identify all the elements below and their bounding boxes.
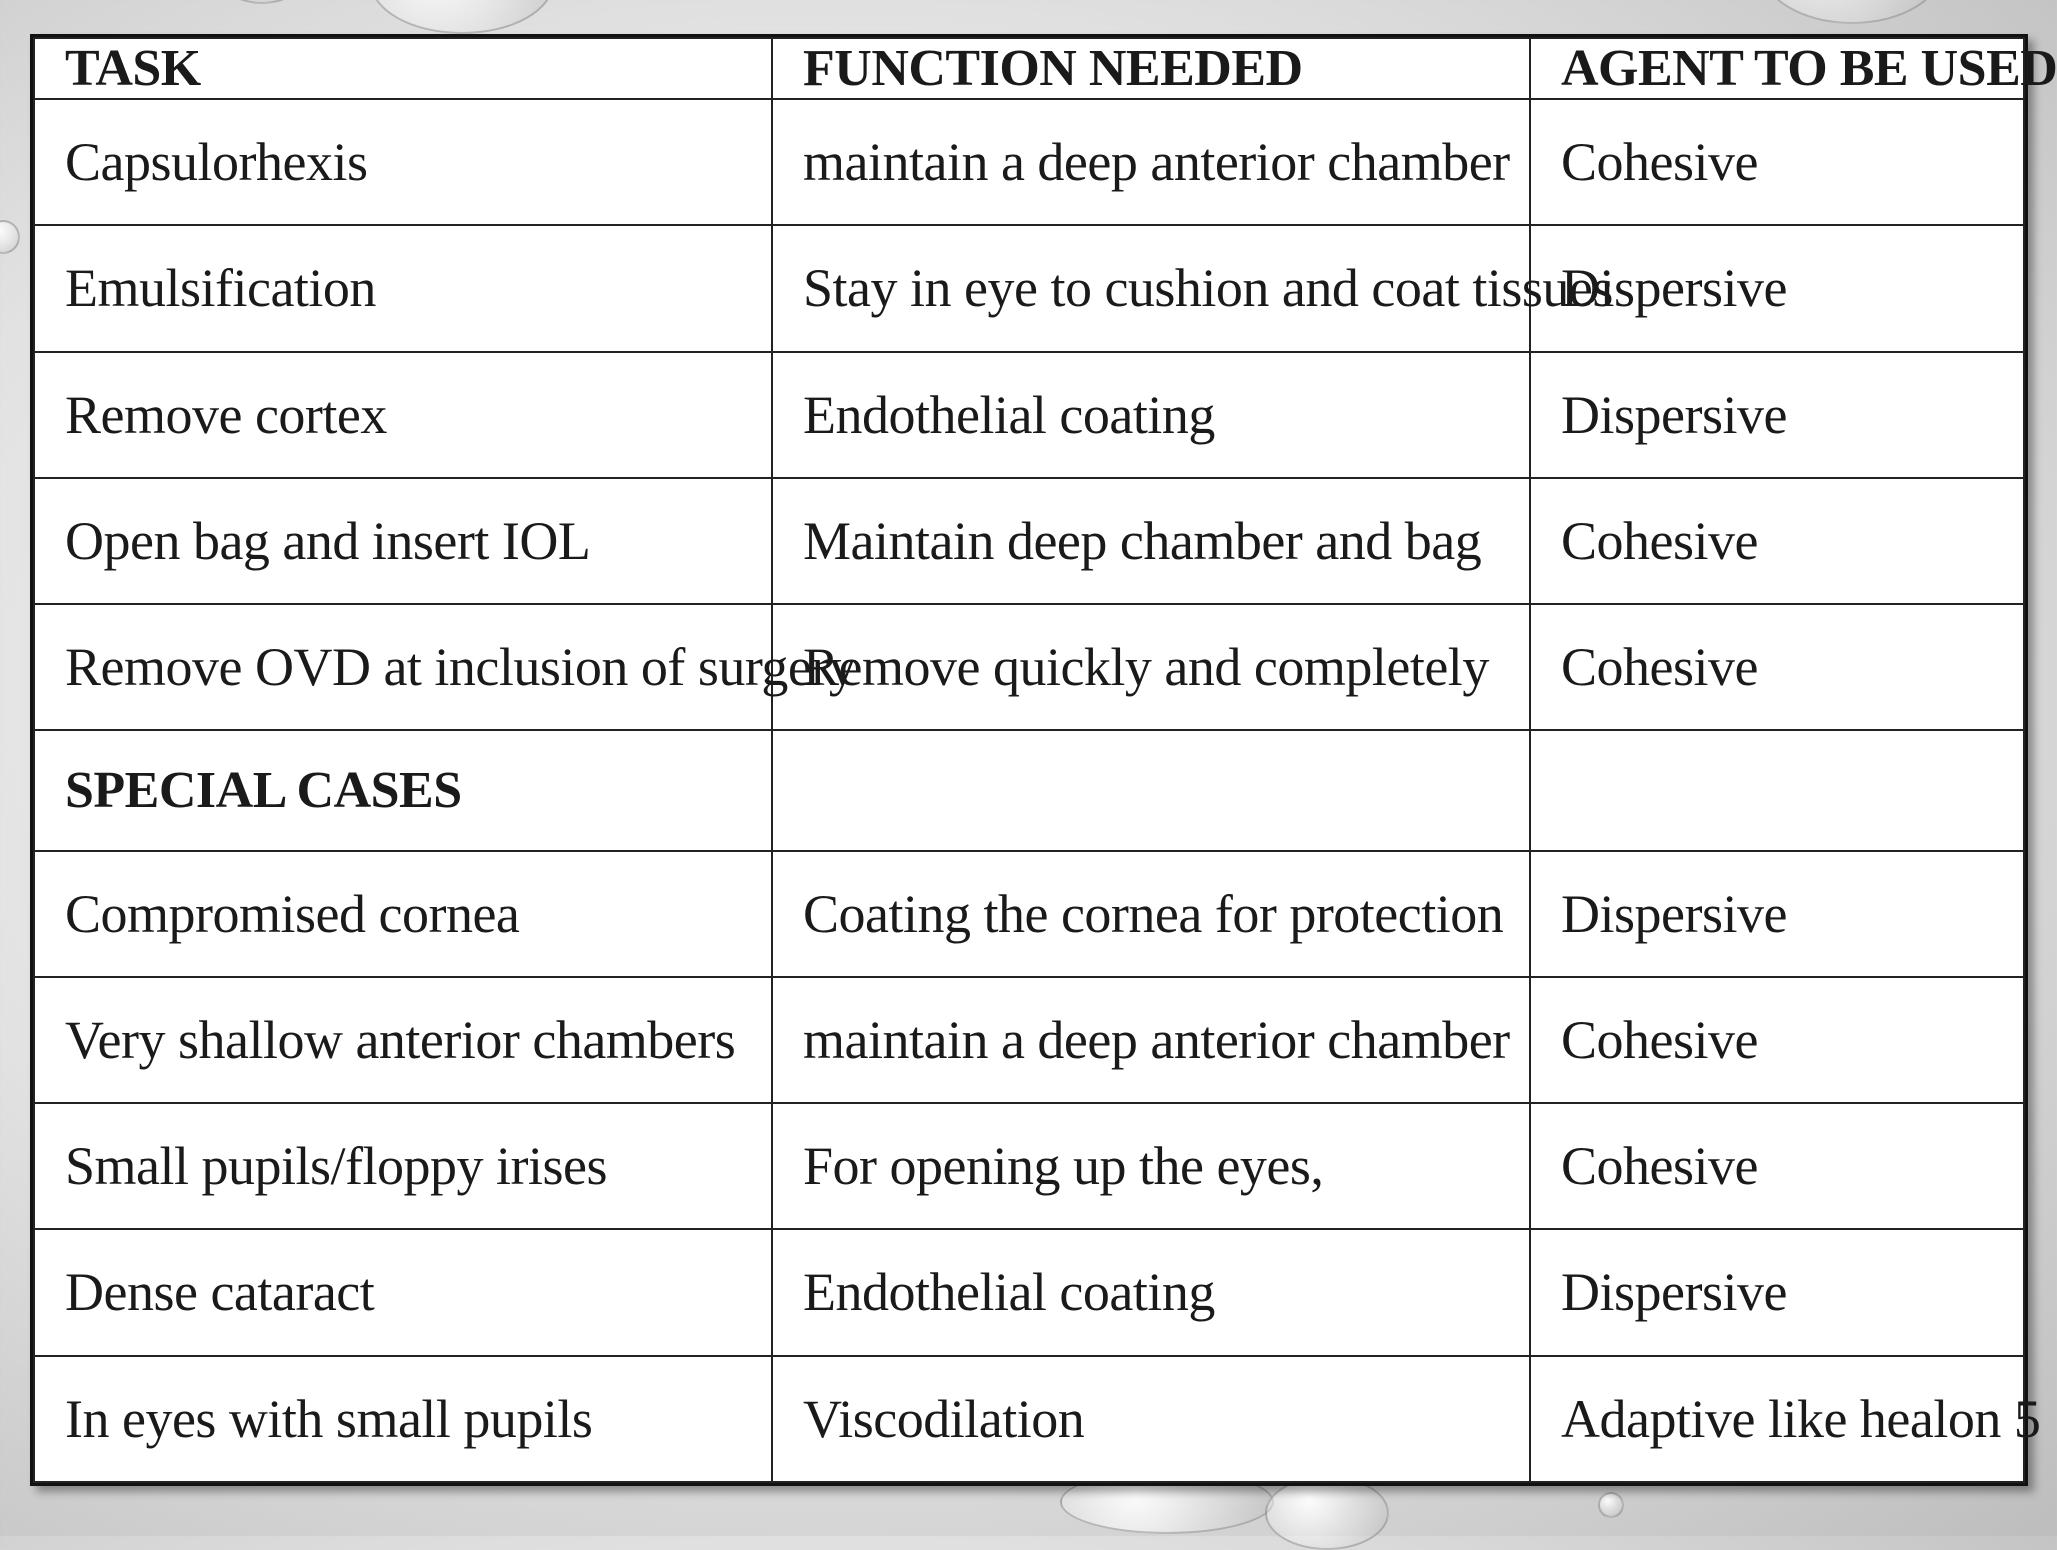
task-cell: Compromised cornea xyxy=(34,851,772,977)
function-cell: Endothelial coating xyxy=(772,1229,1530,1355)
agent-cell: Cohesive xyxy=(1530,99,2024,225)
function-cell: Stay in eye to cushion and coat tissues xyxy=(772,225,1530,351)
function-cell xyxy=(772,730,1530,850)
agent-cell: Dispersive xyxy=(1530,851,2024,977)
task-cell: Remove OVD at inclusion of surgery xyxy=(34,604,772,730)
function-cell: For opening up the eyes, xyxy=(772,1103,1530,1229)
function-cell: Viscodilation xyxy=(772,1356,1530,1482)
agent-cell: Dispersive xyxy=(1530,352,2024,478)
decorative-bubble xyxy=(370,0,554,34)
decorative-bubble xyxy=(1598,1492,1624,1518)
agent-cell: Cohesive xyxy=(1530,604,2024,730)
task-cell: Capsulorhexis xyxy=(34,99,772,225)
table-row xyxy=(34,352,2024,478)
agent-cell: Adaptive like healon 5 xyxy=(1530,1356,2024,1482)
function-cell: Remove quickly and completely xyxy=(772,604,1530,730)
decorative-bubble xyxy=(0,220,20,254)
function-cell: Endothelial coating xyxy=(772,352,1530,478)
decorative-bubble xyxy=(200,0,324,4)
task-cell: Very shallow anterior chambers xyxy=(34,977,772,1103)
table-row xyxy=(34,1229,2024,1355)
ovd-agent-table xyxy=(33,37,2057,1483)
header-task: TASK xyxy=(34,38,772,99)
table-row xyxy=(34,478,2024,604)
agent-cell xyxy=(1530,730,2024,850)
task-cell: Dense cataract xyxy=(34,1229,772,1355)
function-cell: Maintain deep chamber and bag xyxy=(772,478,1530,604)
function-cell: maintain a deep anterior chamber xyxy=(772,977,1530,1103)
function-cell: maintain a deep anterior chamber xyxy=(772,99,1530,225)
task-cell: Emulsification xyxy=(34,225,772,351)
task-cell: Open bag and insert IOL xyxy=(34,478,772,604)
task-cell: In eyes with small pupils xyxy=(34,1356,772,1482)
special-cases-heading: SPECIAL CASES xyxy=(34,730,772,850)
agent-cell: Dispersive xyxy=(1530,225,2024,351)
function-cell: Coating the cornea for protection xyxy=(772,851,1530,977)
table-row xyxy=(34,851,2024,977)
agent-cell: Cohesive xyxy=(1530,977,2024,1103)
table-row xyxy=(34,977,2024,1103)
header-agent-to-be-used: AGENT TO BE USED xyxy=(1530,38,2024,99)
decorative-bubble xyxy=(1265,1476,1389,1550)
table-row xyxy=(34,225,2024,351)
table-row xyxy=(34,604,2024,730)
task-cell: Remove cortex xyxy=(34,352,772,478)
table-row xyxy=(34,1356,2024,1482)
section-header-row xyxy=(34,730,2024,850)
ovd-agent-table-container xyxy=(30,34,2057,1486)
table-header-row xyxy=(34,38,2024,99)
decorative-bubble xyxy=(1760,0,1944,24)
agent-cell: Cohesive xyxy=(1530,1103,2024,1229)
header-function-needed: FUNCTION NEEDED xyxy=(772,38,1530,99)
task-cell: Small pupils/floppy irises xyxy=(34,1103,772,1229)
agent-cell: Cohesive xyxy=(1530,478,2024,604)
table-row xyxy=(34,1103,2024,1229)
table-row xyxy=(34,99,2024,225)
agent-cell: Dispersive xyxy=(1530,1229,2024,1355)
